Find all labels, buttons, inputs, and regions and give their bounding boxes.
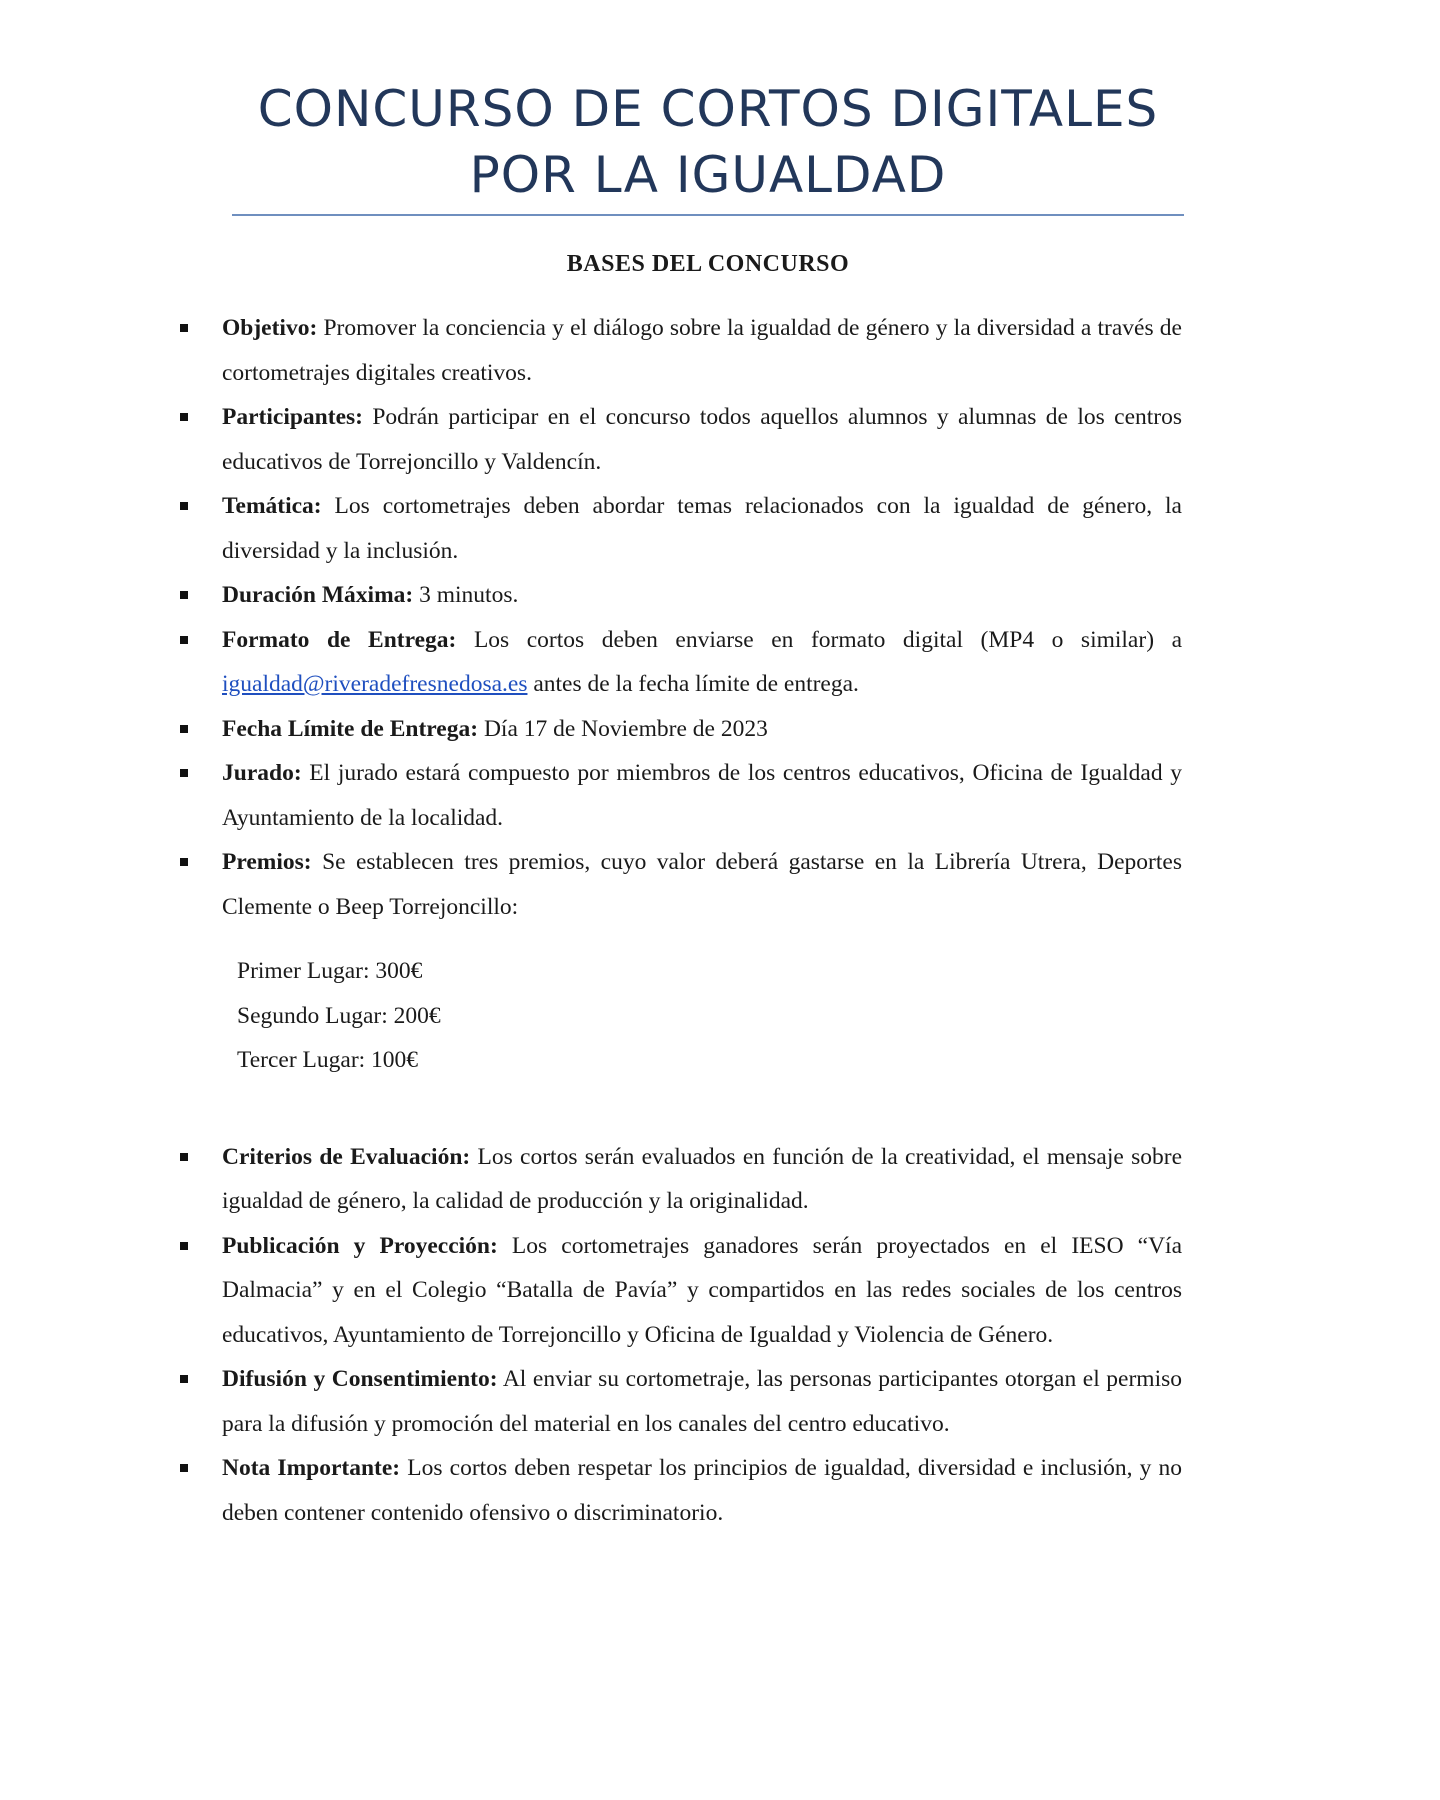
rule-label: Publicación y Proyección: <box>222 1232 498 1259</box>
rule-label: Formato de Entrega: <box>222 626 457 653</box>
rule-text: Promover la conciencia y el diálogo sobre la igualdad de género y la diversidad a través de cortometrajes digitales creativos. <box>222 315 1182 386</box>
rule-text: 3 minutos. <box>413 582 519 608</box>
rule-label: Fecha Límite de Entrega: <box>222 715 479 742</box>
rule-label: Duración Máxima: <box>222 582 414 608</box>
bullet-icon <box>180 725 188 733</box>
rule-publicacion <box>222 1224 1182 1358</box>
rule-criterios <box>222 1135 1182 1224</box>
rule-nota <box>222 1446 1182 1535</box>
rules-list <box>0 306 1440 1535</box>
title-divider <box>232 214 1184 216</box>
rule-tematica <box>222 484 1182 573</box>
rule-participantes <box>222 395 1182 484</box>
rule-label: Temática: <box>222 493 322 519</box>
bullet-icon <box>180 1242 188 1250</box>
rule-text: Al enviar su cortometraje, las personas participantes otorgan el permiso para la difusión y promoción del material en los canales del centro educativo. <box>222 1366 1182 1437</box>
bullet-icon <box>180 636 188 644</box>
bullet-icon <box>180 324 188 332</box>
rule-jurado <box>222 751 1182 840</box>
prize-second: Segundo Lugar: 200€ <box>237 1002 441 1029</box>
title-line-1: CONCURSO DE CORTOS DIGITALES <box>257 80 1159 138</box>
spacer <box>222 1083 1182 1127</box>
rule-duracion <box>222 573 1182 618</box>
rule-text: Se establecen tres premios, cuyo valor deberá gastarse en la Librería Utrera, Deportes Clemente o Beep Torrejoncillo: <box>222 849 1182 920</box>
prizes-list <box>237 949 1182 1083</box>
bullet-icon <box>180 502 188 510</box>
rule-label: Difusión y Consentimiento: <box>222 1366 498 1392</box>
rule-text-after: antes de la fecha límite de entrega. <box>527 671 859 697</box>
bullet-icon <box>180 591 188 599</box>
bullet-icon <box>180 1375 188 1383</box>
bullet-icon <box>180 858 188 866</box>
rule-label: Nota Importante: <box>222 1455 401 1481</box>
bullet-icon <box>180 413 188 421</box>
rule-text: Los cortos deben enviarse en formato digital (MP4 o similar) a <box>456 626 1182 653</box>
document-title <box>232 76 1184 208</box>
rule-label: Participantes: <box>222 404 363 430</box>
rule-text: Los cortometrajes ganadores serán proyectados en el IESO “Vía Dalmacia” y en el Colegio “Batalla de Pavía” y compartidos en las redes sociales de los centros educativos, Ayuntamiento de Torrejoncillo y Oficina de Igualdad y Violencia de Género. <box>222 1232 1182 1348</box>
bullet-icon <box>180 1464 188 1472</box>
rule-formato <box>222 618 1182 707</box>
prize-first: Primer Lugar: 300€ <box>237 958 423 984</box>
rule-objetivo <box>222 306 1182 395</box>
rule-text: Los cortometrajes deben abordar temas relacionados con la igualdad de género, la diversidad y la inclusión. <box>222 493 1182 564</box>
rule-premios <box>222 840 1182 1127</box>
rule-fecha-limite <box>222 707 1182 752</box>
rule-label: Criterios de Evaluación: <box>222 1143 471 1170</box>
email-link[interactable]: igualdad@riveradefresnedosa.es <box>222 671 528 697</box>
prize-third: Tercer Lugar: 100€ <box>237 1047 419 1073</box>
rule-text: Los cortos serán evaluados en función de la creatividad, el mensaje sobre igualdad de género, la calidad de producción y la originalidad. <box>222 1143 1183 1214</box>
rule-text: El jurado estará compuesto por miembros de los centros educativos, Oficina de Igualdad y Ayuntamiento de la localidad. <box>222 760 1182 831</box>
rule-text: Día 17 de Noviembre de 2023 <box>478 715 768 742</box>
title-line-2: POR LA IGUALDAD <box>469 146 947 204</box>
bullet-icon <box>180 769 188 777</box>
rule-label: Objetivo: <box>222 315 318 341</box>
rule-label: Jurado: <box>222 760 302 786</box>
bullet-icon <box>180 1153 188 1161</box>
rule-text: Los cortos deben respetar los principios de igualdad, diversidad e inclusión, y no deben contener contenido ofensivo o discriminatorio. <box>222 1455 1183 1526</box>
section-heading: BASES DEL CONCURSO <box>566 251 850 277</box>
rule-label: Premios: <box>222 849 312 875</box>
rule-text: Podrán participar en el concurso todos aquellos alumnos y alumnas de los centros educativos de Torrejoncillo y Valdencín. <box>222 404 1182 475</box>
rule-difusion <box>222 1357 1182 1446</box>
